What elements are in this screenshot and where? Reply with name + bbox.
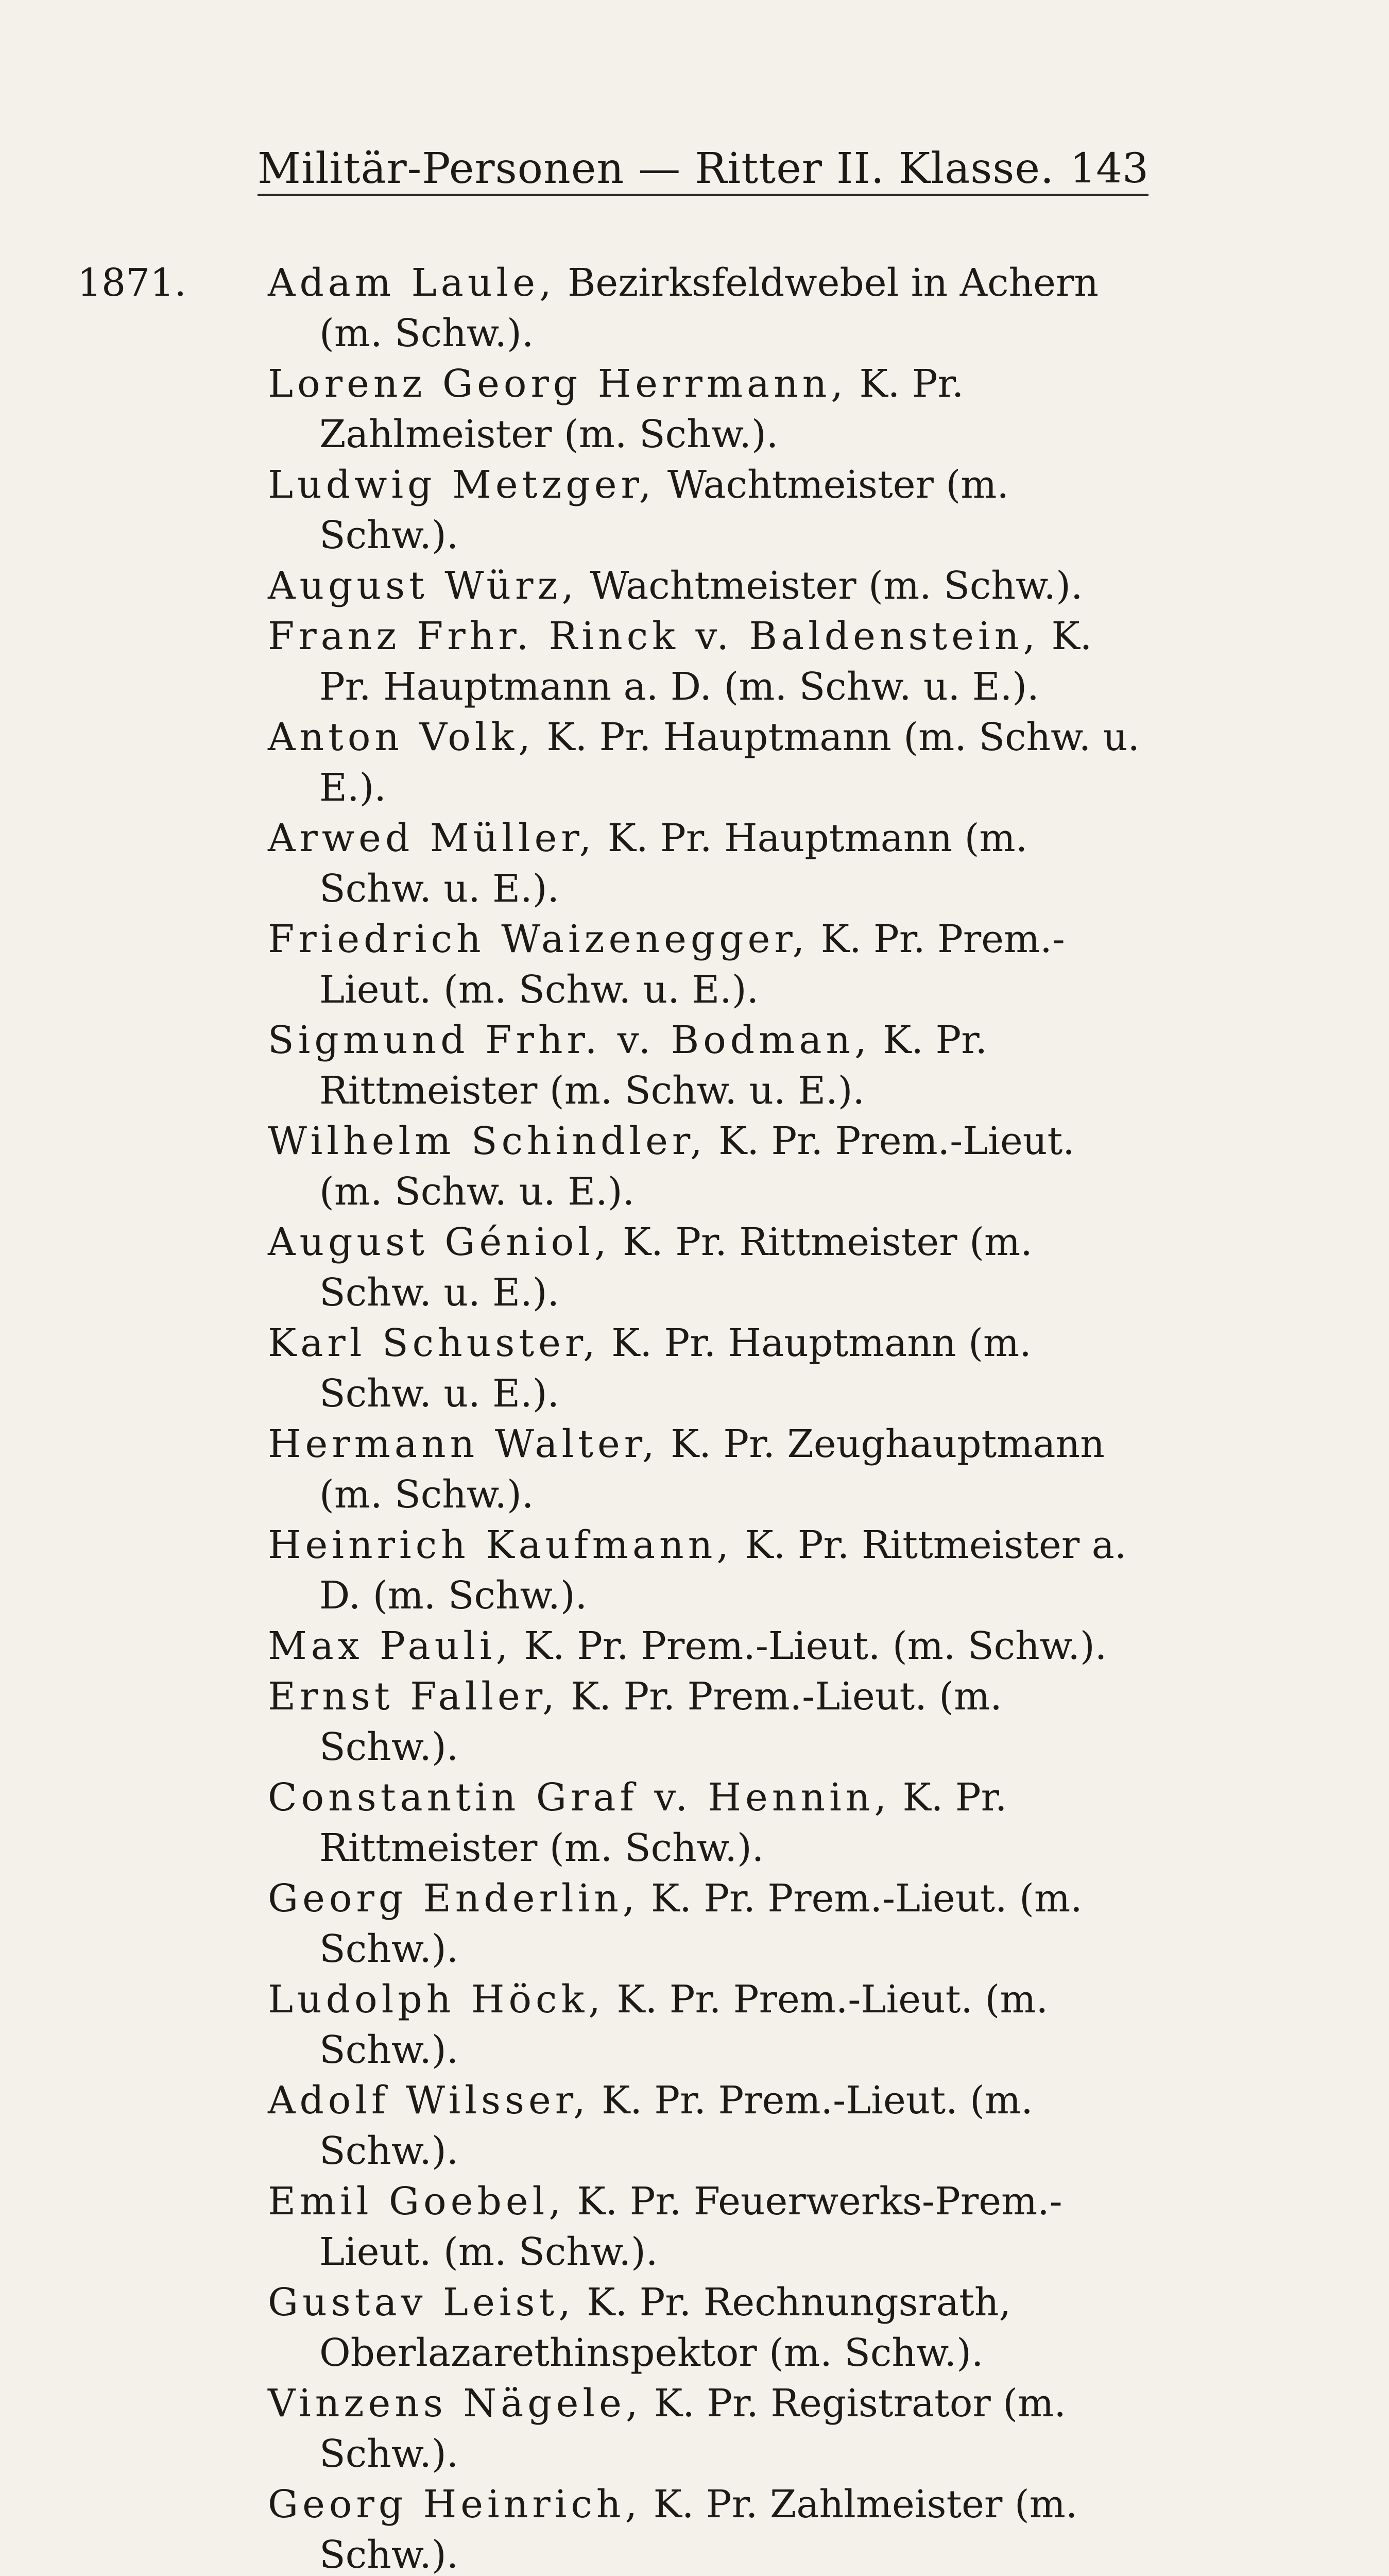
list-item — [77, 1419, 1148, 1520]
list-item — [77, 813, 1148, 914]
entry-name: Emil Goebel, — [268, 2179, 565, 2224]
list-item — [77, 1318, 1148, 1419]
list-item — [77, 2479, 1148, 2576]
list-item — [77, 1772, 1148, 1873]
list-item — [77, 2176, 1148, 2277]
list-item — [77, 561, 1148, 611]
entry-text: K. Pr. Zahlmeister (m. Schw.). — [319, 362, 964, 456]
entry-list — [77, 258, 1148, 2576]
entry-name: Friedrich Waizenegger, — [268, 917, 809, 961]
list-item — [77, 460, 1148, 561]
entry-text: K. Pr. Hauptmann a. D. (m. Schw. u. E.). — [319, 614, 1092, 709]
list-item — [77, 611, 1148, 712]
list-item — [77, 1873, 1148, 1974]
entry-name: Arwed Müller, — [268, 816, 596, 860]
entry-text: K. Pr. Zeughauptmann (m. Schw.). — [319, 1422, 1105, 1517]
entry-name: Franz Frhr. Rinck v. Baldenstein, — [268, 614, 1039, 658]
header-rule — [258, 194, 1148, 196]
list-item — [77, 1974, 1148, 2075]
entry-text: Bezirksfeldwebel in Achern (m. Schw.). — [319, 261, 1099, 355]
entry-text: K. Pr. Prem.-Lieut. (m. Schw. u. E.). — [319, 917, 1065, 1012]
list-item — [77, 359, 1148, 460]
entry-text: K. Pr. Rittmeister (m. Schw. u. E.). — [319, 1018, 988, 1113]
entry-name: Ernst Faller, — [268, 1674, 559, 1719]
list-item — [77, 1671, 1148, 1772]
list-item — [77, 712, 1148, 813]
entry-name: Hermann Walter, — [268, 1422, 659, 1466]
entry-text: K. Pr. Feuerwerks-Prem.-Lieut. (m. Schw.). — [319, 2179, 1062, 2274]
entry-name: August Würz, — [268, 564, 578, 608]
entry-name: Vinzens Nägele, — [268, 2381, 642, 2426]
entry-text: K. Pr. Prem.-Lieut. (m. Schw. u. E.). — [319, 1119, 1075, 1214]
entry-text: K. Pr. Rittmeister a. D. (m. Schw.). — [319, 1523, 1127, 1618]
list-item — [77, 1116, 1148, 1217]
entry-name: Adam Laule, — [268, 261, 556, 305]
list-item — [77, 1520, 1148, 1621]
entry-name: Karl Schuster, — [268, 1321, 599, 1365]
entry-name: Constantin Graf v. Hennin, — [268, 1775, 890, 1820]
entry-name: Wilhelm Schindler, — [268, 1119, 707, 1163]
entry-name: Ludwig Metzger, — [268, 463, 656, 507]
entry-name: Lorenz Georg Herrmann, — [268, 362, 847, 406]
entry-name: Georg Heinrich, — [268, 2482, 642, 2527]
entry-text: K. Pr. Prem.-Lieut. (m. Schw.). — [319, 2078, 1033, 2173]
entry-name: Gustav Leist, — [268, 2280, 575, 2325]
entry-text: K. Pr. Prem.-Lieut. (m. Schw.). — [319, 1876, 1083, 1971]
list-item — [77, 914, 1148, 1015]
list-item — [77, 1015, 1148, 1116]
entry-text: K. Pr. Prem.-Lieut. (m. Schw.). — [319, 1977, 1049, 2072]
entry-name: Heinrich Kaufmann, — [268, 1523, 733, 1567]
entry-text: K. Pr. Hauptmann (m. Schw. u. E.). — [319, 1321, 1032, 1416]
entry-name: Adolf Wilsser, — [268, 2078, 590, 2123]
running-title: Militär-Personen — Ritter II. Klasse. — [258, 144, 1055, 193]
entry-name: Georg Enderlin, — [268, 1876, 639, 1921]
entry-text: Wachtmeister (m. Schw.). — [577, 564, 1083, 608]
entry-text: K. Pr. Registrator (m. Schw.). — [319, 2381, 1066, 2476]
entry-name: Anton Volk, — [268, 715, 535, 759]
entry-text: K. Pr. Zahlmeister (m. Schw.). — [319, 2482, 1078, 2576]
entry-name: August Géniol, — [268, 1220, 611, 1264]
list-item — [77, 1621, 1148, 1671]
year-label: 1871. — [77, 261, 186, 305]
entry-text: Wachtmeister (m. Schw.). — [319, 463, 1009, 557]
page-number: 143 — [1070, 144, 1148, 192]
entry-text: K. Pr. Hauptmann (m. Schw. u. E.). — [319, 715, 1140, 810]
entry-text: K. Pr. Rittmeister (m. Schw.). — [319, 1775, 1007, 1870]
list-item — [77, 2075, 1148, 2176]
page-header — [258, 129, 1148, 196]
entry-text: K. Pr. Prem.-Lieut. (m. Schw.). — [319, 1674, 1002, 1769]
list-item — [77, 2378, 1148, 2479]
list-item — [77, 2277, 1148, 2378]
entry-name: Max Pauli, — [268, 1624, 512, 1668]
entry-text: K. Pr. Prem.-Lieut. (m. Schw.). — [512, 1624, 1107, 1668]
list-item — [77, 1217, 1148, 1318]
entry-text: K. Pr. Rittmeister (m. Schw. u. E.). — [319, 1220, 1033, 1315]
list-item — [77, 258, 1148, 359]
entry-text: K. Pr. Hauptmann (m. Schw. u. E.). — [319, 816, 1028, 911]
entry-name: Sigmund Frhr. v. Bodman, — [268, 1018, 871, 1062]
entry-name: Ludolph Höck, — [268, 1977, 605, 2022]
entry-text: K. Pr. Rechnungsrath, Oberlazarethinspektor (m. Schw.). — [319, 2280, 1011, 2375]
